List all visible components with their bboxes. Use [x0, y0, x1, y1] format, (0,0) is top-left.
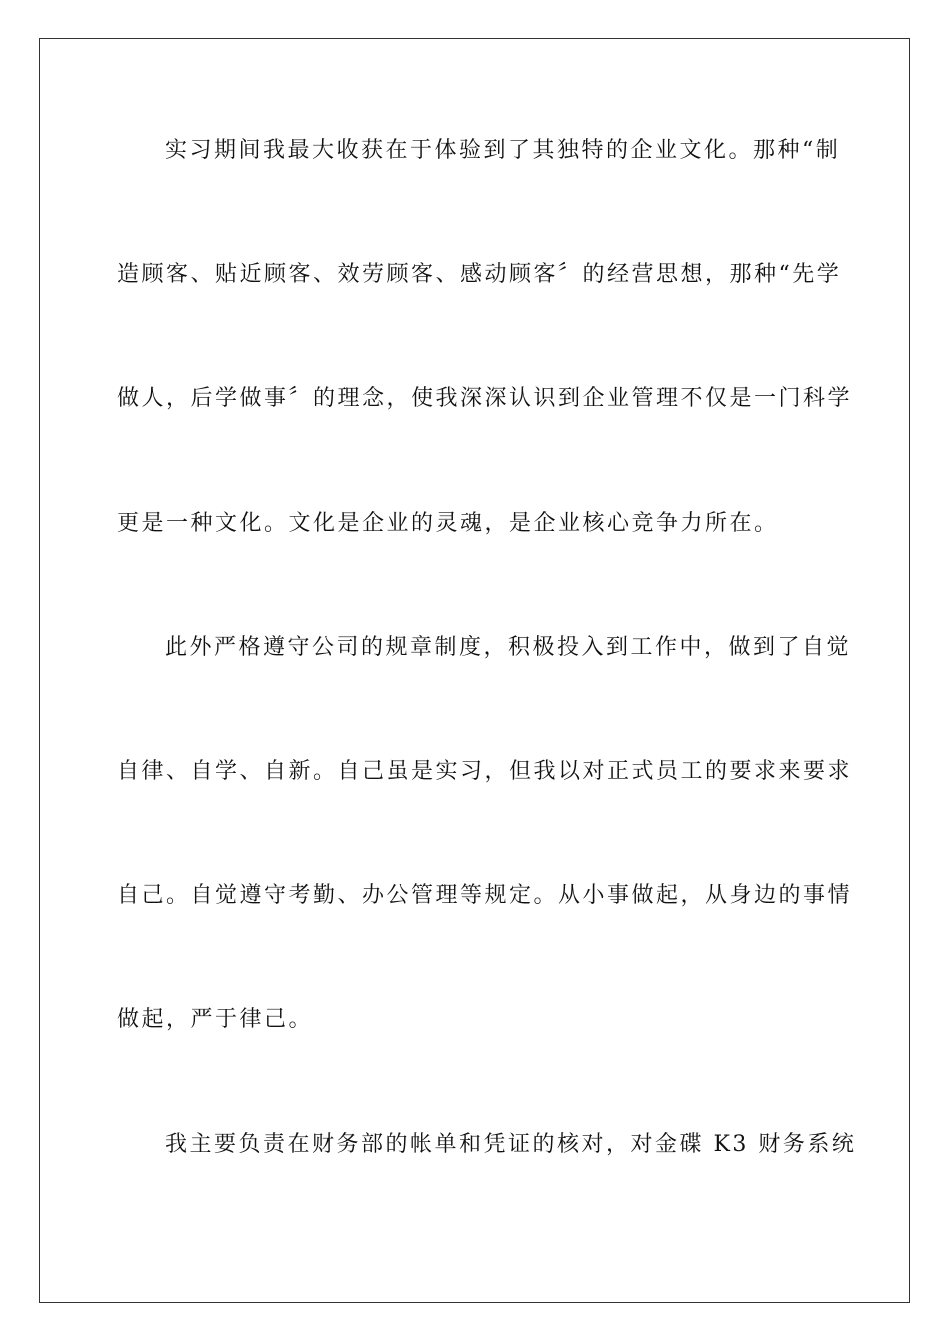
paragraph-1-line-4: 更是一种文化。文化是企业的灵魂，是企业核心竞争力所在。	[117, 511, 779, 536]
paragraph-2-line-1: 此外严格遵守公司的规章制度，积极投入到工作中，做到了自觉	[165, 635, 852, 660]
paragraph-3-line-1: 我主要负责在财务部的帐单和凭证的核对，对金碟 K3 财务系统	[165, 1132, 857, 1157]
paragraph-1-line-2: 造顾客、贴近顾客、效劳顾客、感动顾客〞的经营思想，那种“先学	[117, 262, 842, 287]
paragraph-2-line-4: 做起，严于律己。	[117, 1007, 314, 1032]
page-border	[39, 38, 910, 1303]
paragraph-2-line-2: 自律、自学、自新。自己虽是实习，但我以对正式员工的要求来要求	[117, 759, 853, 784]
paragraph-1-line-1: 实习期间我最大收获在于体验到了其独特的企业文化。那种“制	[165, 138, 841, 163]
paragraph-2-line-3: 自己。自觉遵守考勤、办公管理等规定。从小事做起，从身边的事情	[117, 883, 853, 908]
paragraph-1-line-3: 做人，后学做事〞的理念，使我深深认识到企业管理不仅是一门科学	[117, 386, 853, 411]
